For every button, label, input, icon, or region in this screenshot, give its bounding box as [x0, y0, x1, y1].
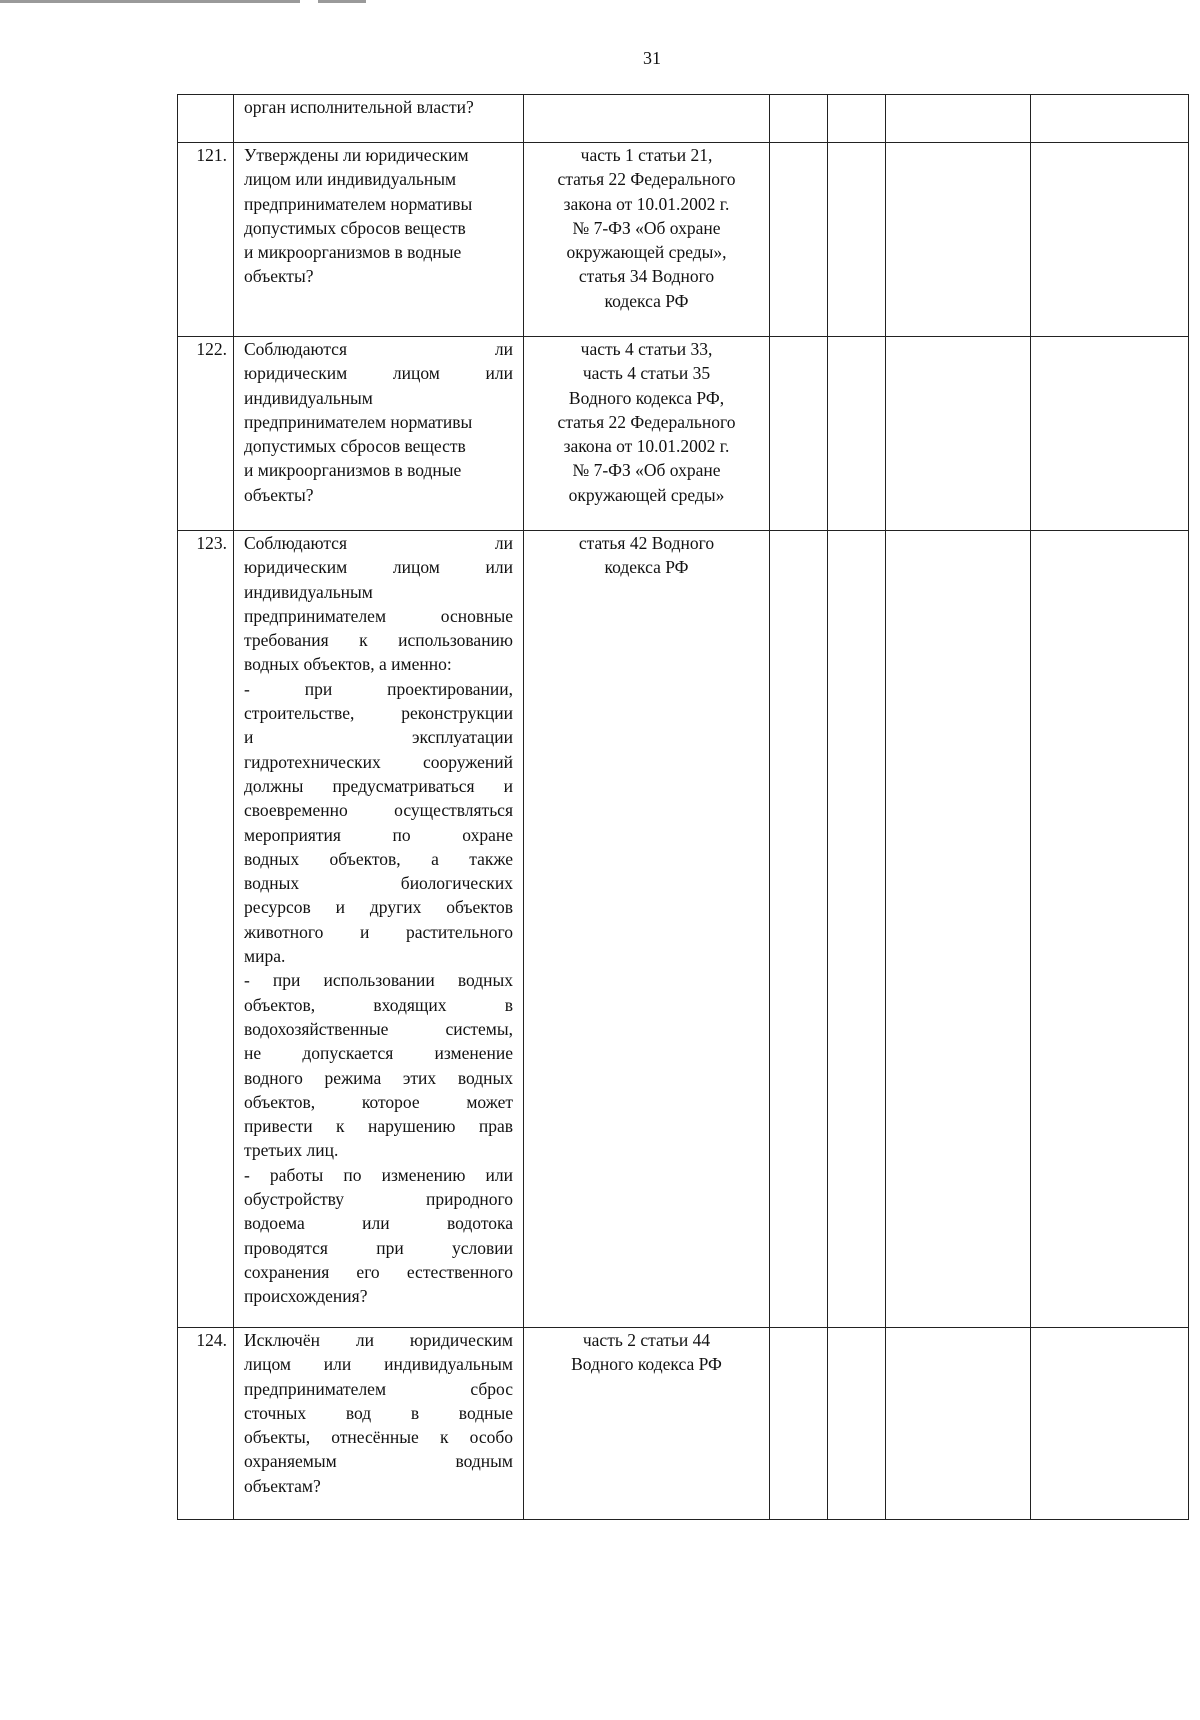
question-line: мира. [244, 946, 286, 967]
question-line: происхождения? [244, 1286, 368, 1307]
answer-na-cell[interactable] [886, 531, 1031, 1328]
answer-yes-cell[interactable] [770, 143, 828, 337]
question-line: предпринимателем основные [244, 605, 513, 626]
legal-basis-line: № 7-ФЗ «Об охране [572, 460, 721, 481]
notes-cell[interactable] [1031, 95, 1189, 143]
question-line: допустимых сбросов веществ [244, 436, 466, 457]
question-line: - при проектировании, [244, 678, 513, 699]
table-row [178, 531, 1189, 1328]
question-cell [234, 337, 524, 531]
question-line: мероприятия по охране [244, 824, 513, 845]
scan-edge-mark-small [318, 0, 366, 3]
question-line: водных объектов, а также [244, 848, 513, 869]
legal-basis-line: статья 34 Водного [578, 266, 715, 287]
answer-na-cell[interactable] [886, 95, 1031, 143]
answer-na-cell[interactable] [886, 143, 1031, 337]
row-number: 121. [178, 143, 234, 337]
question-line: юридическим лицом или [244, 557, 513, 578]
question-line: объектов, которое может [244, 1091, 513, 1112]
answer-no-cell[interactable] [828, 337, 886, 531]
answer-yes-cell[interactable] [770, 95, 828, 143]
page-number: 31 [643, 48, 661, 68]
question-line: своевременно осуществляться [244, 800, 513, 821]
question-line: - работы по изменению или [244, 1164, 513, 1185]
question-line: водоема или водотока [244, 1213, 513, 1234]
answer-no-cell[interactable] [828, 95, 886, 143]
notes-cell[interactable] [1031, 531, 1189, 1328]
question-line: Соблюдаются ли [244, 339, 513, 359]
legal-basis-line: окружающей среды» [568, 484, 725, 505]
legal-basis-line: часть 4 статьи 33, [580, 339, 713, 359]
question-line: и микроорганизмов в водные [244, 242, 462, 263]
legal-basis-line: закона от 10.01.2002 г. [563, 436, 730, 457]
question-line: гидротехнических сооружений [244, 751, 513, 772]
question-line: и микроорганизмов в водные [244, 460, 462, 481]
question-line: предпринимателем нормативы [244, 193, 473, 214]
answer-no-cell[interactable] [828, 143, 886, 337]
question-line: требования к использованию [244, 630, 513, 651]
question-line: сточных вод в водные [244, 1402, 513, 1423]
row-number: 123. [178, 531, 234, 1328]
question-line: охраняемым водным [244, 1451, 513, 1472]
answer-yes-cell[interactable] [770, 1328, 828, 1520]
question-line: индивидуальным [244, 581, 373, 602]
question-line: орган исполнительной власти? [244, 97, 474, 117]
question-line: водного режима этих водных [244, 1067, 513, 1088]
answer-yes-cell[interactable] [770, 531, 828, 1328]
answer-no-cell[interactable] [828, 531, 886, 1328]
legal-basis-line: часть 1 статьи 21, [580, 145, 713, 165]
answer-yes-cell[interactable] [770, 337, 828, 531]
legal-basis-line: Водного кодекса РФ, [568, 387, 725, 408]
legal-basis-line: часть 4 статьи 35 [582, 363, 711, 384]
checklist-table [177, 94, 1189, 1520]
question-line: предпринимателем нормативы [244, 411, 473, 432]
question-line: водных биологических [244, 873, 513, 894]
table-row [178, 1328, 1189, 1520]
legal-basis-line: статья 22 Федерального [557, 169, 736, 190]
legal-basis-line: часть 2 статьи 44 [582, 1330, 711, 1350]
question-line: объектов, входящих в [244, 994, 513, 1015]
legal-basis-cell [524, 337, 770, 531]
question-line: Утверждены ли юридическим [244, 145, 469, 165]
notes-cell[interactable] [1031, 143, 1189, 337]
question-line: юридическим лицом или [244, 363, 513, 384]
question-line: водных объектов, а именно: [244, 654, 452, 675]
legal-basis-line: кодекса РФ [604, 290, 689, 311]
legal-basis-line: Водного кодекса РФ [571, 1354, 722, 1375]
answer-no-cell[interactable] [828, 1328, 886, 1520]
question-line: должны предусматриваться и [244, 775, 513, 796]
question-line: третьих лиц. [244, 1140, 339, 1161]
legal-basis-line: статья 22 Федерального [557, 411, 736, 432]
question-cell [234, 1328, 524, 1520]
row-number [178, 95, 234, 143]
question-line: и эксплуатации [244, 727, 513, 748]
question-line: строительстве, реконструкции [244, 703, 513, 724]
question-line: - при использовании водных [244, 970, 513, 991]
notes-cell[interactable] [1031, 1328, 1189, 1520]
legal-basis-cell [524, 143, 770, 337]
legal-basis-cell [524, 95, 770, 143]
question-line: предпринимателем сброс [244, 1378, 513, 1399]
table-row [178, 95, 1189, 143]
legal-basis-line: окружающей среды», [566, 242, 727, 263]
question-line: не допускается изменение [244, 1043, 513, 1064]
row-number: 124. [178, 1328, 234, 1520]
table-row [178, 337, 1189, 531]
question-line: допустимых сбросов веществ [244, 217, 466, 238]
row-number: 122. [178, 337, 234, 531]
question-line: водохозяйственные системы, [244, 1018, 513, 1039]
legal-basis-cell [524, 531, 770, 1328]
scan-edge-mark [0, 0, 300, 3]
question-line: объектам? [244, 1475, 321, 1496]
legal-basis-cell [524, 1328, 770, 1520]
question-line: лицом или индивидуальным [244, 1354, 513, 1375]
table-row [178, 143, 1189, 337]
legal-basis-line: № 7-ФЗ «Об охране [572, 217, 721, 238]
question-line: лицом или индивидуальным [244, 169, 457, 190]
question-line: Соблюдаются ли [244, 533, 513, 553]
question-line: обустройству природного [244, 1189, 513, 1210]
question-line: объекты? [244, 266, 314, 287]
legal-basis-line: закона от 10.01.2002 г. [563, 193, 730, 214]
legal-basis-line: статья 42 Водного [578, 533, 715, 553]
question-cell [234, 531, 524, 1328]
legal-basis-line: кодекса РФ [604, 557, 689, 578]
question-line: ресурсов и других объектов [244, 897, 513, 918]
question-line: индивидуальным [244, 387, 373, 408]
question-line: сохранения его естественного [244, 1261, 513, 1282]
question-line: животного и растительного [244, 921, 513, 942]
question-line: привести к нарушению прав [244, 1116, 513, 1137]
answer-na-cell[interactable] [886, 337, 1031, 531]
answer-na-cell[interactable] [886, 1328, 1031, 1520]
question-cell [234, 95, 524, 143]
question-line: Исключён ли юридическим [244, 1330, 513, 1350]
question-line: объекты, отнесённые к особо [244, 1427, 513, 1448]
notes-cell[interactable] [1031, 337, 1189, 531]
question-line: проводятся при условии [244, 1237, 513, 1258]
question-cell [234, 143, 524, 337]
question-line: объекты? [244, 484, 314, 505]
